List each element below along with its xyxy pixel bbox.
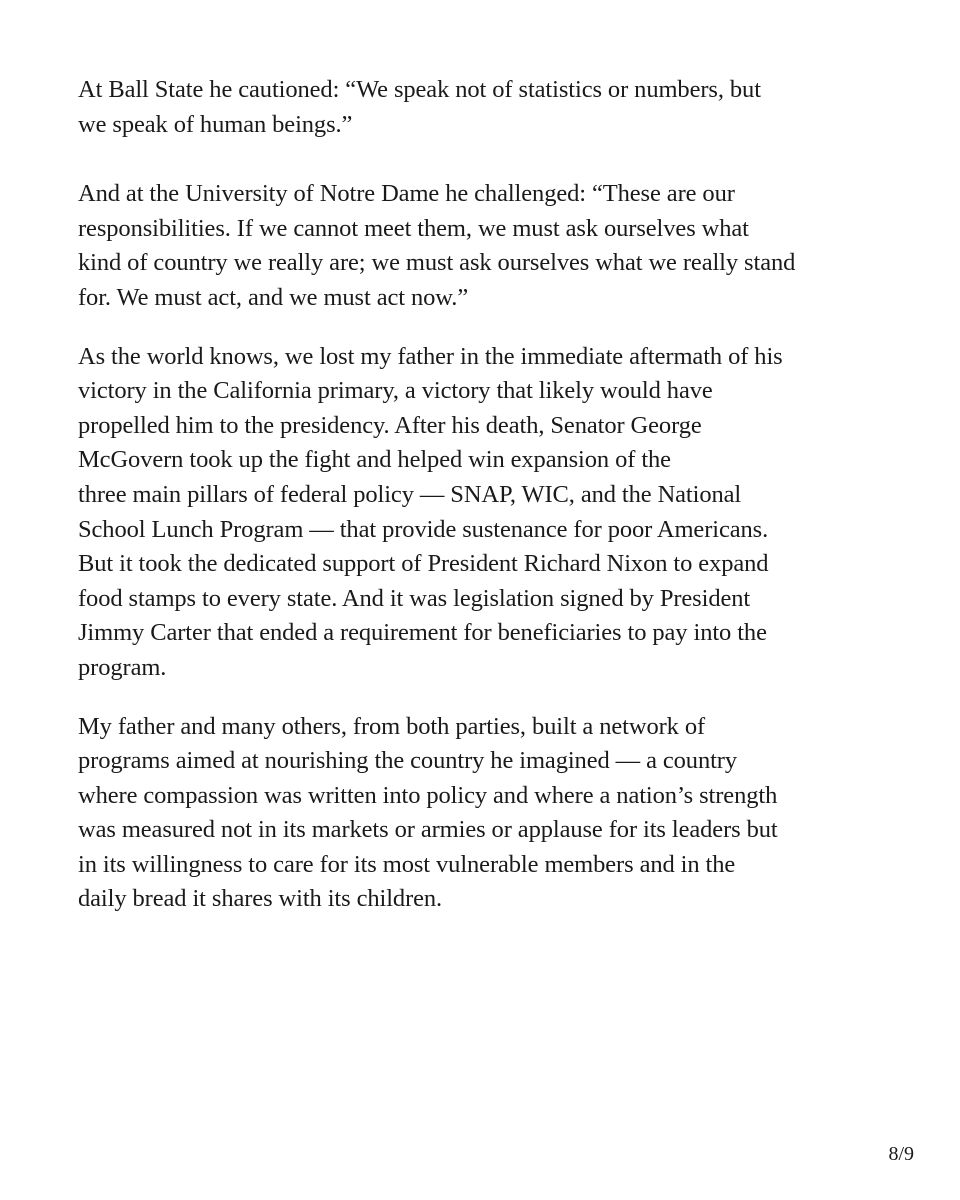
text-line: And at the University of Notre Dame he challenged: “These are our bbox=[78, 180, 735, 208]
text-line: kind of country we really are; we must ask ourselves what we really stand bbox=[78, 249, 796, 277]
text-line: in its willingness to care for its most vulnerable members and in the bbox=[78, 850, 736, 878]
text-line: At Ball State he cautioned: “We speak not of statistics or numbers, but bbox=[78, 76, 761, 103]
paragraph-network-of-programs bbox=[78, 710, 890, 918]
text-line: we speak of human beings.” bbox=[78, 110, 353, 138]
text-line: Jimmy Carter that ended a requirement for beneficiaries to pay into the bbox=[78, 619, 767, 647]
text-line: As the world knows, we lost my father in the immediate aftermath of his bbox=[78, 342, 783, 370]
paragraph-california-primary bbox=[78, 340, 890, 686]
paragraph-ball-state-quote bbox=[78, 73, 890, 142]
page-number: 8/9 bbox=[888, 1143, 914, 1165]
text-line: daily bread it shares with its children. bbox=[78, 885, 443, 913]
text-line: victory in the California primary, a victory that likely would have bbox=[78, 377, 713, 405]
text-line: program. bbox=[78, 653, 167, 681]
text-line: McGovern took up the fight and helped win expansion of the bbox=[78, 446, 671, 474]
text-line: But it took the dedicated support of President Richard Nixon to expand bbox=[78, 550, 769, 578]
text-line: three main pillars of federal policy — SNAP, WIC, and the National bbox=[78, 480, 742, 508]
text-line: responsibilities. If we cannot meet them, we must ask ourselves what bbox=[78, 214, 749, 242]
article-body bbox=[78, 73, 890, 917]
text-line: where compassion was written into policy and where a nation’s strength bbox=[78, 781, 778, 809]
text-line: programs aimed at nourishing the country he imagined — a country bbox=[78, 747, 738, 775]
text-line: My father and many others, from both parties, built a network of bbox=[78, 712, 706, 740]
text-line: for. We must act, and we must act now.” bbox=[78, 283, 469, 311]
text-line: food stamps to every state. And it was legislation signed by President bbox=[78, 584, 751, 612]
text-line: School Lunch Program — that provide sustenance for poor Americans. bbox=[78, 515, 769, 543]
paragraph-notre-dame-quote bbox=[78, 177, 890, 315]
text-line: was measured not in its markets or armies or applause for its leaders but bbox=[78, 816, 778, 844]
text-line: propelled him to the presidency. After his death, Senator George bbox=[78, 411, 702, 439]
